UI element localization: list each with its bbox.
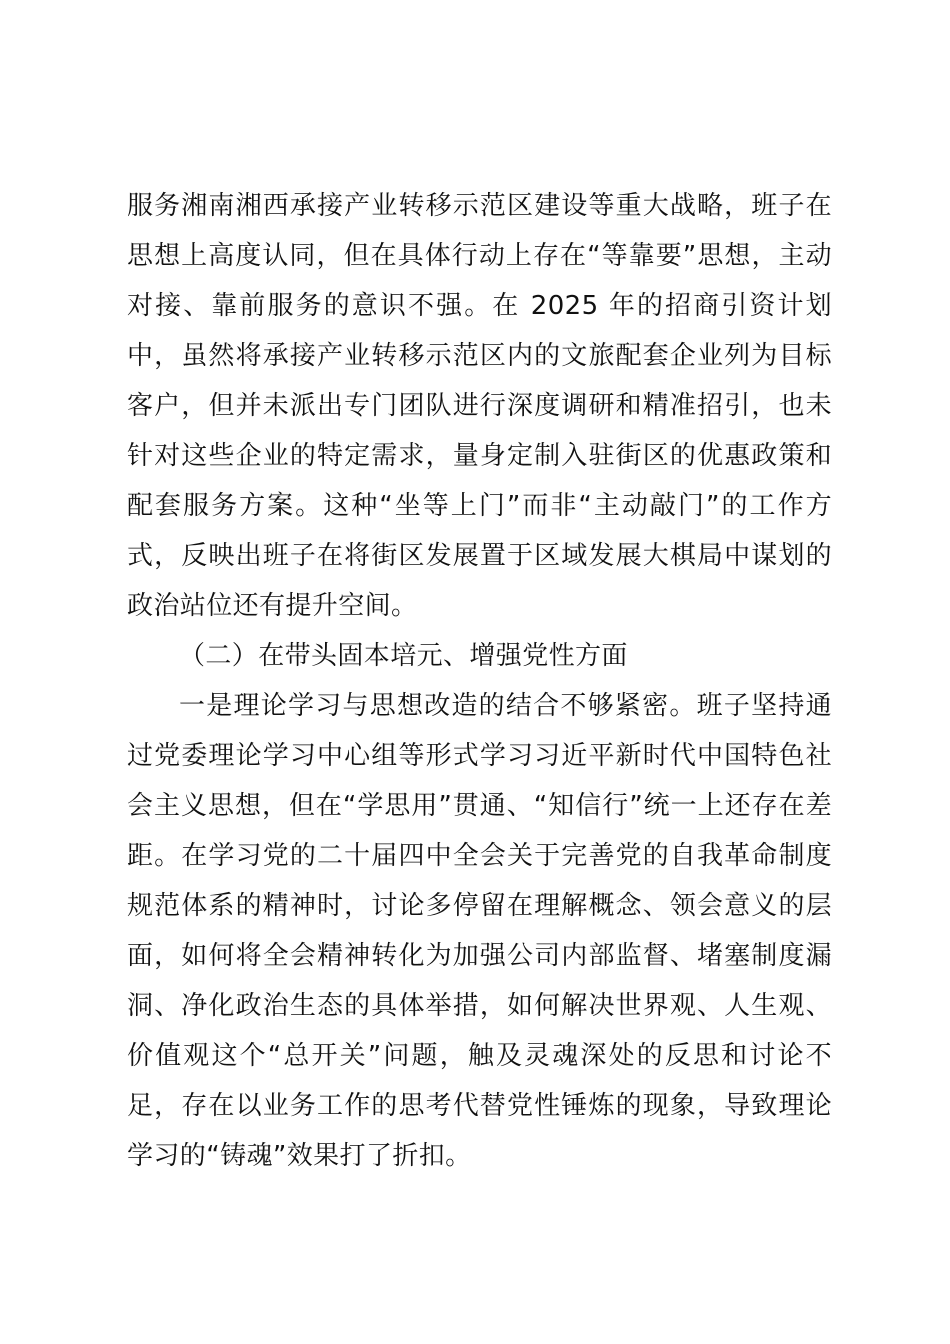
section-heading-party-spirit: （二）在带头固本培元、增强党性方面 [179,641,628,671]
document-body [127,181,832,1181]
paragraph-theory-study: 一是理论学习与思想改造的结合不够紧密。班子坚持通过党委理论学习中心组等形式学习习近平新时代中国特色社会主义思想，但在“学思用”贯通、“知信行”统一上还存在差距。在学习党的二十届四中全会关于完善党的自我革命制度规范体系的精神时，讨论多停留在理解概念、领会意义的层面，如何将全会精神转化为加强公司内部监督、堵塞制度漏洞、净化政治生态的具体举措，如何解决世界观、人生观、价值观这个“总开关”问题，触及灵魂深处的反思和讨论不足，存在以业务工作的思考代替党性锤炼的现象，导致理论学习的“铸魂”效果打了折扣。 [127,691,832,1171]
paragraph-strategy-service: 服务湘南湘西承接产业转移示范区建设等重大战略，班子在思想上高度认同，但在具体行动上存在“等靠要”思想，主动对接、靠前服务的意识不强。在 2025 年的招商引资计划中，虽然将承接产业转移示范区内的文旅配套企业列为目标客户，但并未派出专门团队进行深度调研和精准招引，也未针对这些企业的特定需求，量身定制入驻街区的优惠政策和配套服务方案。这种“坐等上门”而非“主动敲门”的工作方式，反映出班子在将街区发展置于区域发展大棋局中谋划的政治站位还有提升空间。 [127,191,832,621]
